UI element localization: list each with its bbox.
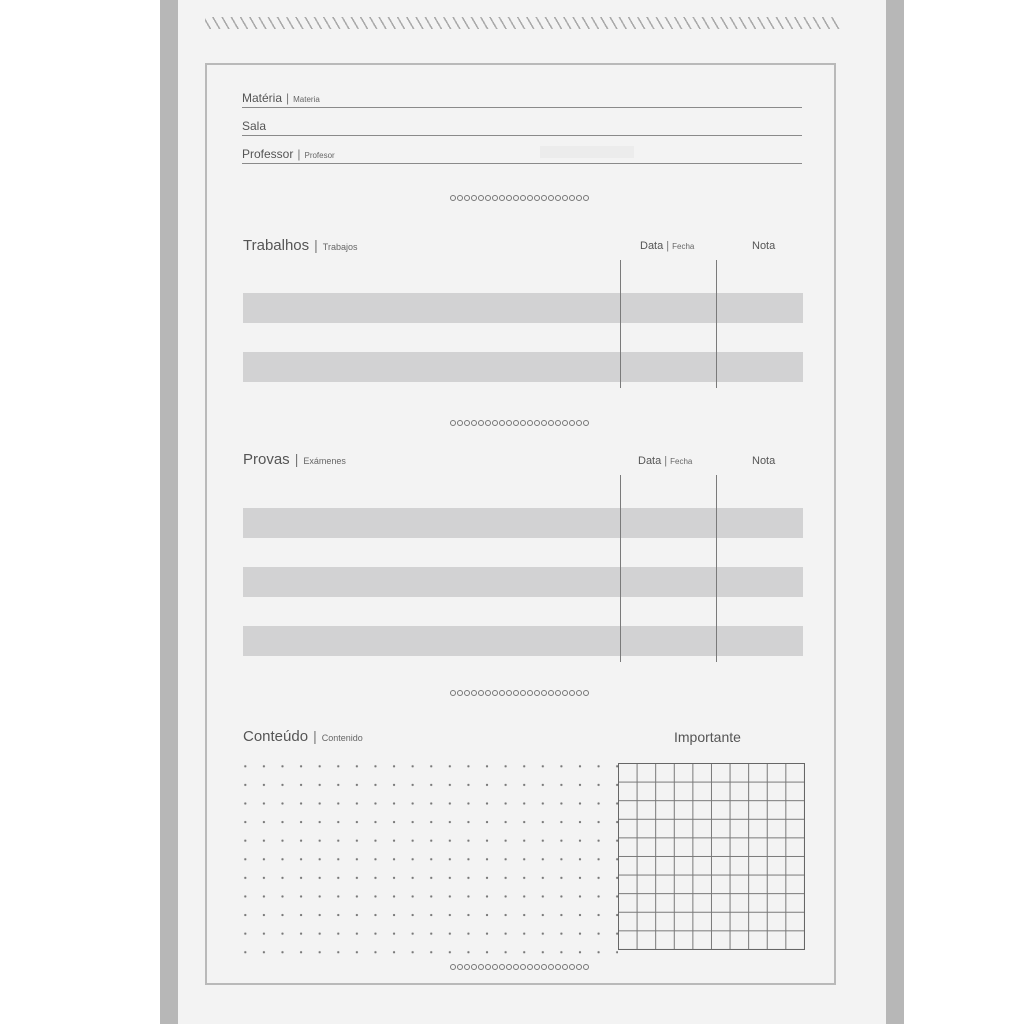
provas-col-divider	[716, 475, 717, 662]
divider-dot	[548, 690, 554, 696]
divider-dot	[569, 964, 575, 970]
divider-dot	[541, 964, 547, 970]
dot-grid-area[interactable]	[236, 757, 618, 955]
trabalhos-row[interactable]	[243, 293, 803, 323]
materia-field[interactable]	[242, 85, 802, 108]
divider-dot	[555, 690, 561, 696]
professor-label: Professor | Profesor	[242, 147, 335, 161]
divider-dot	[450, 195, 456, 201]
divider-dot	[506, 690, 512, 696]
provas-title: Provas | Exámenes	[243, 451, 346, 468]
divider-dot	[457, 690, 463, 696]
divider-dot	[492, 964, 498, 970]
divider-dot	[464, 195, 470, 201]
divider-dot	[499, 420, 505, 426]
materia-label: Matéria | Materia	[242, 91, 320, 105]
divider-dot	[583, 690, 589, 696]
divider-dot	[464, 964, 470, 970]
dot-divider	[450, 964, 589, 972]
divider-dot	[513, 420, 519, 426]
divider-dot	[492, 690, 498, 696]
divider-dot	[569, 420, 575, 426]
page-edge-right	[886, 0, 904, 1024]
divider-dot	[562, 420, 568, 426]
divider-dot	[499, 195, 505, 201]
provas-col-nota: Nota	[752, 455, 776, 467]
divider-dot	[485, 964, 491, 970]
divider-dot	[457, 420, 463, 426]
trabalhos-col-divider	[620, 260, 621, 388]
divider-dot	[478, 195, 484, 201]
divider-dot	[548, 420, 554, 426]
divider-dot	[527, 964, 533, 970]
divider-dot	[583, 195, 589, 201]
divider-dot	[534, 195, 540, 201]
sala-label: Sala	[242, 119, 267, 133]
divider-dot	[506, 964, 512, 970]
divider-dot	[541, 690, 547, 696]
divider-dot	[555, 964, 561, 970]
provas-col-data: Data | Fecha	[638, 455, 693, 467]
provas-row[interactable]	[243, 567, 803, 597]
divider-dot	[569, 195, 575, 201]
divider-dot	[450, 690, 456, 696]
divider-dot	[478, 690, 484, 696]
divider-dot	[562, 964, 568, 970]
divider-dot	[527, 195, 533, 201]
divider-dot	[471, 195, 477, 201]
divider-dot	[485, 195, 491, 201]
divider-dot	[569, 690, 575, 696]
divider-dot	[555, 420, 561, 426]
divider-dot	[541, 420, 547, 426]
divider-dot	[534, 420, 540, 426]
divider-dot	[492, 195, 498, 201]
divider-dot	[464, 420, 470, 426]
divider-dot	[527, 420, 533, 426]
provas-row[interactable]	[243, 508, 803, 538]
divider-dot	[450, 964, 456, 970]
trabalhos-col-data: Data | Fecha	[640, 240, 695, 252]
divider-dot	[520, 964, 526, 970]
dot-divider	[450, 690, 589, 698]
provas-col-divider	[620, 475, 621, 662]
page-edge-left	[160, 0, 178, 1024]
dot-divider	[450, 420, 589, 428]
divider-dot	[499, 964, 505, 970]
divider-dot	[527, 690, 533, 696]
divider-dot	[478, 964, 484, 970]
divider-dot	[471, 964, 477, 970]
divider-dot	[520, 690, 526, 696]
divider-dot	[485, 420, 491, 426]
divider-dot	[576, 195, 582, 201]
divider-dot	[471, 690, 477, 696]
importante-title: Importante	[674, 729, 741, 745]
divider-dot	[513, 690, 519, 696]
divider-dot	[520, 195, 526, 201]
divider-dot	[457, 195, 463, 201]
divider-dot	[471, 420, 477, 426]
divider-dot	[457, 964, 463, 970]
divider-dot	[534, 964, 540, 970]
divider-dot	[492, 420, 498, 426]
trabalhos-title: Trabalhos | Trabajos	[243, 237, 358, 254]
divider-dot	[513, 195, 519, 201]
provas-row[interactable]	[243, 626, 803, 656]
conteudo-title: Conteúdo | Contenido	[243, 728, 363, 745]
divider-dot	[562, 195, 568, 201]
divider-dot	[520, 420, 526, 426]
dot-divider	[450, 195, 589, 203]
divider-dot	[478, 420, 484, 426]
professor-field[interactable]	[242, 141, 802, 164]
trabalhos-col-nota: Nota	[752, 240, 776, 252]
divider-dot	[576, 690, 582, 696]
divider-dot	[555, 195, 561, 201]
divider-dot	[548, 195, 554, 201]
divider-dot	[548, 964, 554, 970]
divider-dot	[485, 690, 491, 696]
divider-dot	[583, 420, 589, 426]
top-hatch-decoration	[205, 17, 840, 29]
divider-dot	[583, 964, 589, 970]
divider-dot	[576, 964, 582, 970]
divider-dot	[576, 420, 582, 426]
divider-dot	[534, 690, 540, 696]
divider-dot	[499, 690, 505, 696]
divider-dot	[513, 964, 519, 970]
divider-dot	[541, 195, 547, 201]
sala-field[interactable]	[242, 113, 802, 136]
divider-dot	[506, 195, 512, 201]
divider-dot	[506, 420, 512, 426]
divider-dot	[450, 420, 456, 426]
divider-dot	[562, 690, 568, 696]
trabalhos-row[interactable]	[243, 352, 803, 382]
divider-dot	[464, 690, 470, 696]
square-grid-area[interactable]	[618, 763, 805, 950]
trabalhos-col-divider	[716, 260, 717, 388]
